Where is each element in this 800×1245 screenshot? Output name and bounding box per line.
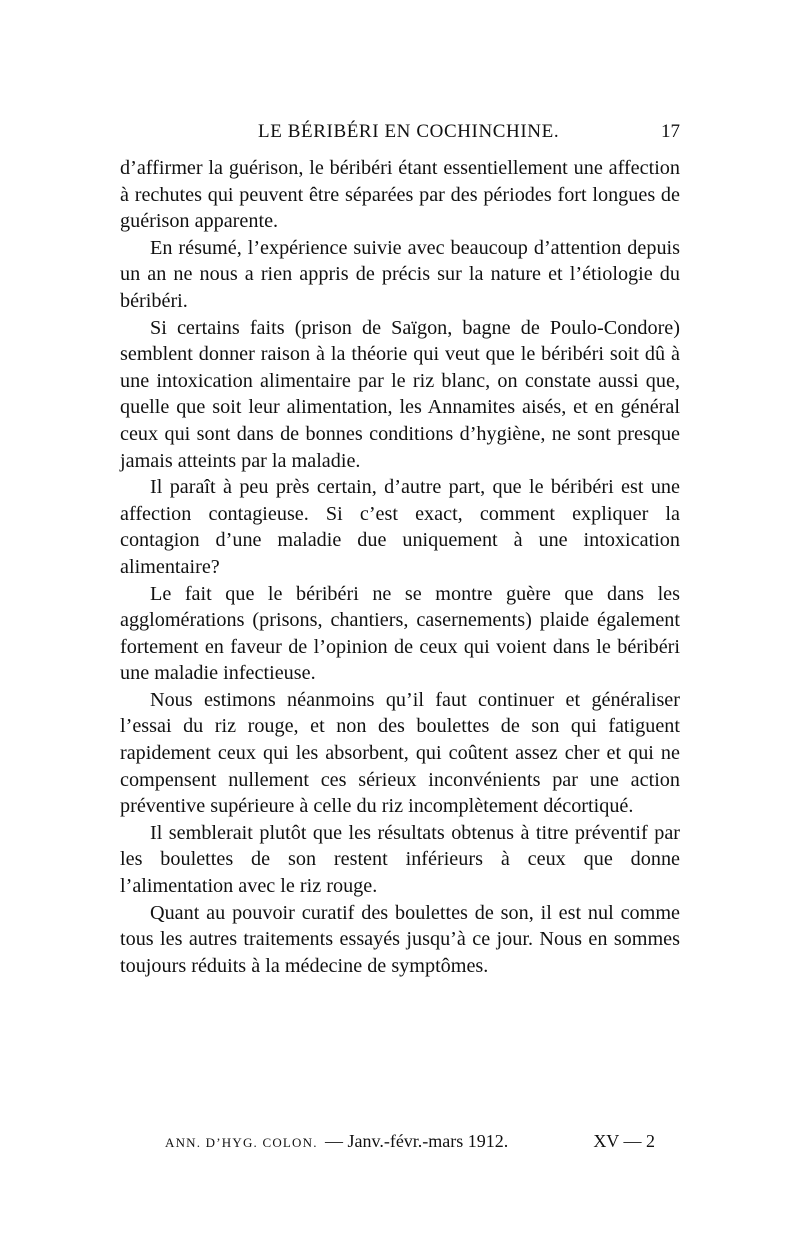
page-footer xyxy=(165,1131,655,1155)
paragraph-3: Si certains faits (prison de Saïgon, bagne de Poulo-Condore) semblent donner raison à la théorie qui veut que le béribéri soit dû à une intoxication alimentaire par le riz blanc, on constate aussi que, quelle que soit leur alimentation, les Annamites aisés, et en général ceux qui sont dans de bonnes conditions d’hygiène, ne sont presque jamais atteints par la maladie. xyxy=(120,316,680,472)
paragraph-6: Nous estimons néanmoins qu’il faut continuer et généraliser l’essai du riz rouge, et non des boulettes de son qui fatiguent rapidement ceux qui les absorbent, qui coûtent assez cher et qui ne compensent nullement ces sérieux inconvénients par une action préventive supérieure à celle du riz incomplètement décortiqué. xyxy=(120,688,680,818)
paragraph-7: Il semblerait plutôt que les résultats obtenus à titre préventif par les boulettes de son restent inférieurs à ceux que donne l’alimentation avec le riz rouge. xyxy=(120,821,680,898)
running-head xyxy=(120,121,680,145)
body-text xyxy=(120,155,680,979)
footer-journal: ANN. D’HYG. COLON. xyxy=(165,1135,318,1150)
page-number: 17 xyxy=(661,121,680,142)
paragraph-5: Le fait que le béribéri ne se montre guère que dans les agglomérations (prisons, chantiers, casernements) plaide également fortement en faveur de l’opinion de ceux qui voient dans le béribéri une maladie infectieuse. xyxy=(120,582,680,685)
paragraph-2: En résumé, l’expérience suivie avec beaucoup d’attention depuis un an ne nous a rien appris de précis sur la nature et l’étiologie du béribéri. xyxy=(120,236,680,312)
paragraph-4: Il paraît à peu près certain, d’autre part, que le béribéri est une affection contagieuse. Si c’est exact, comment expliquer la contagion d’une maladie due uniquement à une intoxication alimentaire? xyxy=(120,476,680,578)
paragraph-1: d’affirmer la guérison, le béribéri étant essentiellement une affection à rechutes qui peuvent être séparées par des périodes fort longues de guérison apparente. xyxy=(120,157,680,233)
footer-date: — Janv.-févr.-mars 1912. xyxy=(325,1131,509,1151)
footer-signature: XV — 2 xyxy=(593,1131,655,1151)
paragraph-8: Quant au pouvoir curatif des boulettes de son, il est nul comme tous les autres traitements essayés jusqu’à ce jour. Nous en sommes toujours réduits à la médecine de symptômes. xyxy=(120,901,680,977)
running-title: LE BÉRIBÉRI EN COCHINCHINE. xyxy=(258,121,560,142)
